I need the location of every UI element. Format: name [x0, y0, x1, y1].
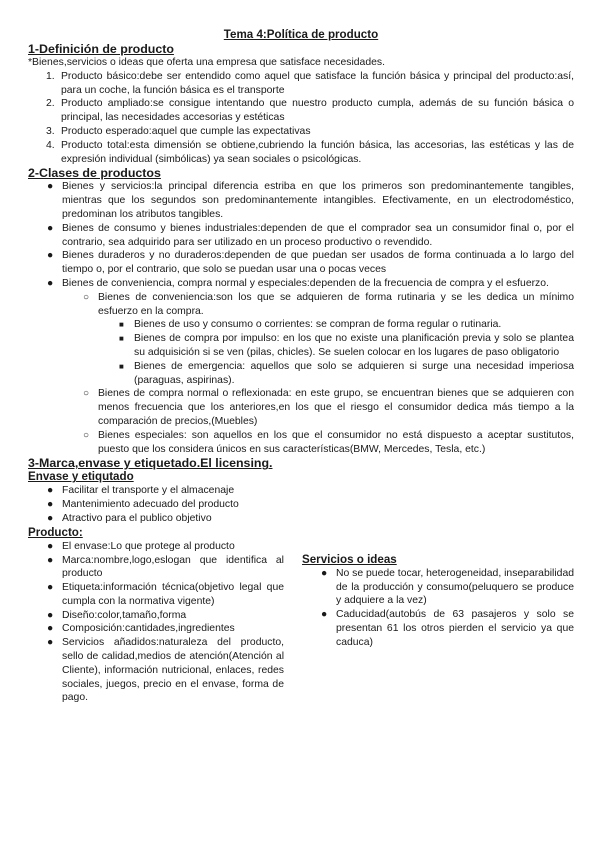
- bullet-icon: ●: [47, 554, 54, 566]
- list-item: [28, 125, 574, 139]
- list-item-text: Bienes de conveniencia:son los que se adquieren de forma rutinaria y se les dedica un mínimo esfuerzo en la compra.: [98, 291, 574, 317]
- list-item-text: Bienes de compra por impulso: en los que no existe una planificación previa y solo se plantea su adquisición si se ven (pilas, chicles). Se suelen colocar en los lugares de paso obligatorio: [134, 333, 574, 358]
- list-item-text: Bienes de emergencia: aquellos que solo se adquieren si surge una necesidad imperiosa (paraguas, aspirinas).: [134, 360, 574, 386]
- list-item-text: Producto básico:debe ser entendido como aquel que satisface la función básica y principal del producto:así, para un coche, la función básica es el transporte: [61, 70, 574, 96]
- producto-column: [28, 540, 284, 706]
- bullet-icon: ●: [321, 609, 328, 621]
- list-item-text: Bienes de consumo y bienes industriales:dependen de que el comprador sea un consumidor final o, por el contrario, sea adquirido para ser utilizado en un proceso productivo o revendido.: [62, 222, 574, 248]
- list-number: 3.: [46, 125, 55, 137]
- bullet-icon: ●: [47, 609, 54, 621]
- servicios-list: [302, 567, 574, 650]
- list-item: [302, 567, 574, 608]
- list-item: [28, 429, 574, 457]
- list-item-text: Marca:nombre,logo,eslogan que identifica al producto: [62, 554, 284, 580]
- bullet-icon: ●: [47, 485, 54, 497]
- list-item: [28, 581, 284, 609]
- bullet-icon: ●: [47, 222, 54, 234]
- list-item: [28, 498, 574, 512]
- list-item: [28, 554, 284, 582]
- bullet-icon: ●: [47, 582, 54, 594]
- envase-heading: Envase y etiqutado: [28, 470, 134, 484]
- list-item: [28, 360, 574, 388]
- list-number: 2.: [46, 98, 55, 110]
- list-item: [28, 139, 574, 167]
- hollow-bullet-icon: ○: [83, 388, 90, 400]
- document-page: [28, 28, 574, 705]
- list-item-text: Bienes de uso y consumo o corrientes: se compran de forma regular o rutinaria.: [134, 319, 502, 331]
- section-2-sublist: [28, 291, 574, 319]
- list-item-text: Diseño:color,tamaño,forma: [62, 609, 187, 621]
- section-2-subsublist: [28, 318, 574, 387]
- list-number: 1.: [46, 70, 55, 82]
- servicios-heading: Servicios o ideas: [302, 552, 397, 566]
- list-item-text: No se puede tocar, heterogeneidad, inseparabilidad de la producción y consumo(peluquero se produce y adquiere a la vez): [336, 567, 575, 607]
- list-item-text: Composición:cantidades,ingredientes: [62, 623, 235, 635]
- list-item-text: Bienes de conveniencia, compra normal y especiales:dependen de la frecuencia de compra y el esfuerzo.: [62, 277, 549, 289]
- list-item: [28, 622, 284, 636]
- list-item: [28, 180, 574, 221]
- bullet-icon: ●: [47, 623, 54, 635]
- bullet-icon: ●: [321, 567, 328, 579]
- list-item-text: Etiqueta:información técnica(objetivo legal que cumpla con la normativa vigente): [62, 582, 284, 607]
- list-item: [28, 484, 574, 498]
- list-item: [28, 332, 574, 360]
- bullet-icon: ●: [47, 250, 54, 262]
- list-item-text: El envase:Lo que protege al producto: [62, 540, 235, 552]
- producto-list: [28, 540, 284, 706]
- list-item-text: Mantenimiento adecuado del producto: [62, 499, 239, 511]
- list-item-text: Facilitar el transporte y el almacenaje: [62, 485, 235, 497]
- list-item: [28, 512, 574, 526]
- list-item-text: Servicios añadidos:naturaleza del producto, sello de calidad,medios de atención(Atención al Cliente), información nutricional, enlaces, redes sociales, juegos, precio en el envase, forma de pago.: [62, 637, 284, 704]
- list-item: [28, 318, 574, 332]
- section-2-sublist-continued: [28, 387, 574, 456]
- list-item-text: Bienes de compra normal o reflexionada: en este grupo, se encuentran bienes que se adquieren con menos frecuencia que los anteriores,en los que el riesgo el consumidor dedica más tiempo a la comparación de precios,(Muebles): [98, 388, 574, 427]
- list-item-text: Bienes y servicios:la principal diferencia estriba en que los primeros son predominantemente tangibles, mientras que los segundos son predominantemente intangibles. Efectivamente, en un electrodoméstico, predominan los atributos tangibles.: [62, 181, 574, 220]
- list-item-text: Atractivo para el publico objetivo: [62, 512, 212, 524]
- bullet-icon: ●: [47, 540, 54, 552]
- list-item: [302, 608, 574, 649]
- list-item: [28, 387, 574, 428]
- square-bullet-icon: ■: [119, 361, 124, 371]
- envase-list: [28, 484, 574, 525]
- list-item: [28, 291, 574, 319]
- list-item-text: Producto esperado:aquel que cumple las expectativas: [61, 125, 311, 137]
- section-1-list: [28, 70, 574, 167]
- bullet-icon: ●: [47, 512, 54, 524]
- section-2-list: [28, 180, 574, 290]
- list-item: [28, 636, 284, 705]
- list-item-text: Bienes duraderos y no duraderos:dependen de que puedan ser usados de forma continuada a lo largo del tiempo o, por el contrario, que solo se puedan usar una o pocas veces: [62, 250, 574, 276]
- producto-heading: Producto:: [28, 525, 83, 539]
- bullet-icon: ●: [47, 499, 54, 511]
- list-item: [28, 249, 574, 277]
- list-item: [28, 540, 284, 554]
- list-item-text: Producto ampliado:se consigue intentando que nuestro producto cumpla, además de su función básica o principal, las necesidades accesorias y estéticas: [61, 98, 574, 124]
- square-bullet-icon: ■: [119, 320, 124, 330]
- servicios-column: [302, 540, 574, 706]
- section-3-heading: 3-Marca,envase y etiquetado.El licensing.: [28, 456, 273, 471]
- list-item: [28, 70, 574, 98]
- list-item: [28, 222, 574, 250]
- bullet-icon: ●: [47, 637, 54, 649]
- list-item: [28, 97, 574, 125]
- square-bullet-icon: ■: [119, 334, 124, 344]
- two-column-block: [28, 540, 574, 706]
- page-title: Tema 4:Política de producto: [223, 28, 379, 41]
- list-item-text: Caducidad(autobús de 63 pasajeros y solo se presentan 61 los otros pierden el servicio ya que caduca): [336, 609, 574, 648]
- list-item: [28, 277, 574, 291]
- list-item-text: Producto total:esta dimensión se obtiene,cubriendo la función básica, las accesorias, las estéticas y las de expresión individual (simbólicas) ya sean sociales o psicológicas.: [61, 139, 574, 165]
- section-1-intro: *Bienes,servicios o ideas que oferta una empresa que satisface necesidades.: [28, 57, 385, 68]
- bullet-icon: ●: [47, 181, 54, 193]
- hollow-bullet-icon: ○: [83, 291, 90, 303]
- list-number: 4.: [46, 139, 55, 151]
- list-item: [28, 609, 284, 623]
- section-1-heading: 1-Definición de producto: [28, 42, 174, 56]
- section-2-heading: 2-Clases de productos: [28, 166, 161, 181]
- hollow-bullet-icon: ○: [83, 429, 90, 441]
- bullet-icon: ●: [47, 277, 54, 289]
- list-item-text: Bienes especiales: son aquellos en los que el consumidor no está dispuesto a aceptar sustitutos, puesto que los considera únicos en sus características(BMW, Mercedes, Tesla, etc.): [98, 429, 574, 455]
